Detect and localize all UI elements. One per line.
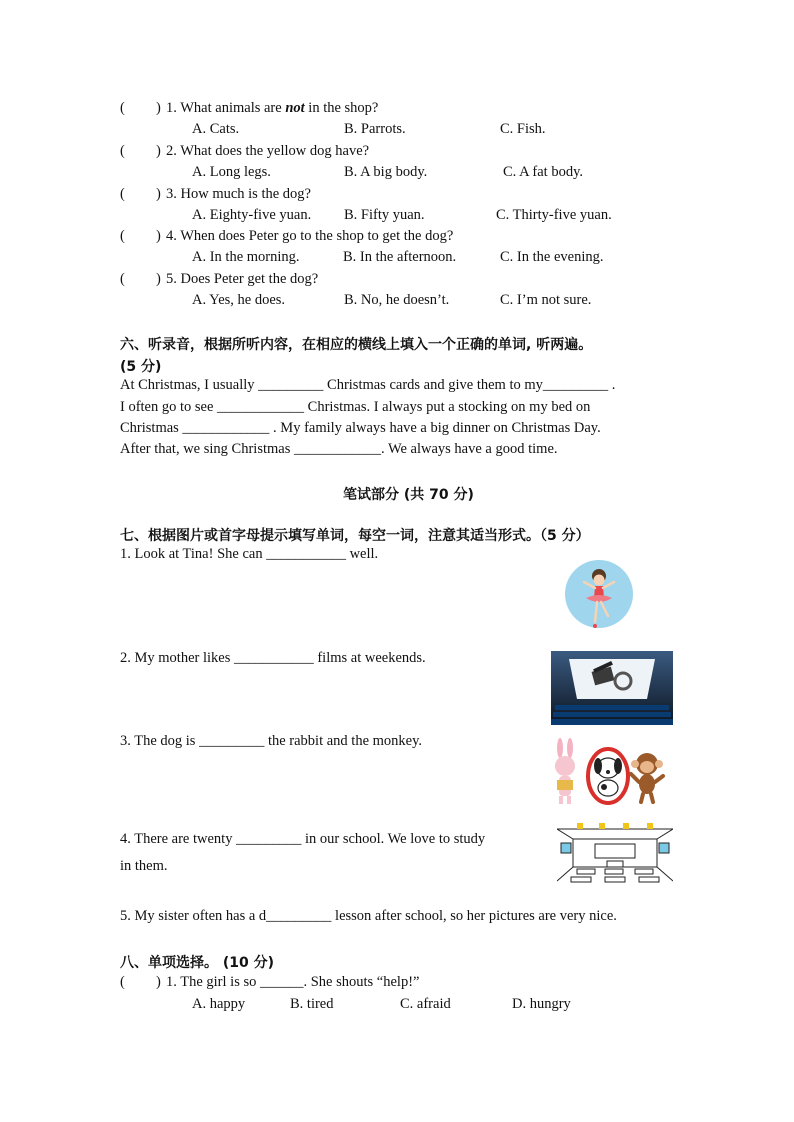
answer-paren-open: (: [120, 228, 125, 244]
fill-item-2: 2. My mother likes ___________ films at weekends.: [120, 650, 426, 666]
written-part-title: 笔试部分 (共 70 分): [343, 487, 474, 503]
fill-item-4-cont: in them.: [120, 858, 168, 874]
answer-paren-close: ): [156, 271, 161, 287]
option-b: B. tired: [290, 996, 334, 1012]
fill-item-4: 4. There are twenty _________ in our school. We love to study: [120, 831, 486, 847]
ballet-dancer-image: [564, 560, 634, 636]
option-b: B. No, he doesn’t.: [344, 292, 450, 308]
section-8-heading: 八、单项选择。 (10 分): [120, 955, 275, 971]
option-a: A. Long legs.: [192, 164, 271, 180]
question-stem: 3. How much is the dog?: [166, 186, 311, 202]
question-stem: 1. The girl is so ______. She shouts “help!”: [166, 974, 420, 990]
option-b: B. A big body.: [344, 164, 428, 180]
question-stem: 2. What does the yellow dog have?: [166, 143, 370, 159]
answer-paren-close: ): [156, 974, 161, 990]
answer-paren-open: (: [120, 186, 125, 202]
option-a: A. Yes, he does.: [192, 292, 286, 308]
option-c: C. Thirty-five yuan.: [496, 207, 612, 223]
answer-paren-close: ): [156, 143, 161, 159]
option-c: C. In the evening.: [500, 249, 604, 265]
question-stem: 5. Does Peter get the dog?: [166, 271, 319, 287]
section-6-heading: 六、听录音，根据所听内容，在相应的横线上填入一个正确的单词, 听两遍。: [120, 337, 593, 353]
option-c: C. I’m not sure.: [500, 292, 592, 308]
classroom-image: [557, 823, 673, 885]
answer-paren-open: (: [120, 143, 125, 159]
passage-line-4: After that, we sing Christmas ____________. We always have a good time.: [120, 441, 558, 457]
answer-paren-open: (: [120, 974, 125, 990]
option-b: B. Parrots.: [344, 121, 406, 137]
animals-image: [551, 738, 667, 808]
answer-paren-close: ): [156, 186, 161, 202]
section-6-score: (5 分): [120, 359, 162, 375]
passage-line-2: I often go to see ____________ Christmas. I always put a stocking on my bed on: [120, 399, 591, 415]
option-c: C. Fish.: [500, 121, 546, 137]
fill-item-5: 5. My sister often has a d_________ lesson after school, so her pictures are very nice.: [120, 908, 617, 924]
cinema-image: [551, 651, 673, 725]
option-d: D. hungry: [512, 996, 571, 1012]
option-c: C. A fat body.: [503, 164, 584, 180]
answer-paren-open: (: [120, 271, 125, 287]
section-7-heading: 七、根据图片或首字母提示填写单词，每空一词，注意其适当形式。（5 分）: [120, 528, 590, 544]
passage-line-1: At Christmas, I usually _________ Christmas cards and give them to my_________ .: [120, 377, 616, 393]
option-c: C. afraid: [400, 996, 451, 1012]
option-b: B. Fifty yuan.: [344, 207, 425, 223]
option-a: A. happy: [192, 996, 246, 1012]
option-a: A. In the morning.: [192, 249, 300, 265]
answer-paren-close: ): [156, 228, 161, 244]
passage-line-3: Christmas ____________ . My family always have a big dinner on Christmas Day.: [120, 420, 601, 436]
question-stem: 1. What animals are not in the shop?: [166, 100, 379, 116]
answer-paren-close: ): [156, 100, 161, 116]
option-a: A. Eighty-five yuan.: [192, 207, 312, 223]
fill-item-3: 3. The dog is _________ the rabbit and the monkey.: [120, 733, 423, 749]
option-b: B. In the afternoon.: [343, 249, 457, 265]
answer-paren-open: (: [120, 100, 125, 116]
fill-item-1: 1. Look at Tina! She can ___________ well.: [120, 546, 379, 562]
question-stem: 4. When does Peter go to the shop to get the dog?: [166, 228, 454, 244]
option-a: A. Cats.: [192, 121, 240, 137]
